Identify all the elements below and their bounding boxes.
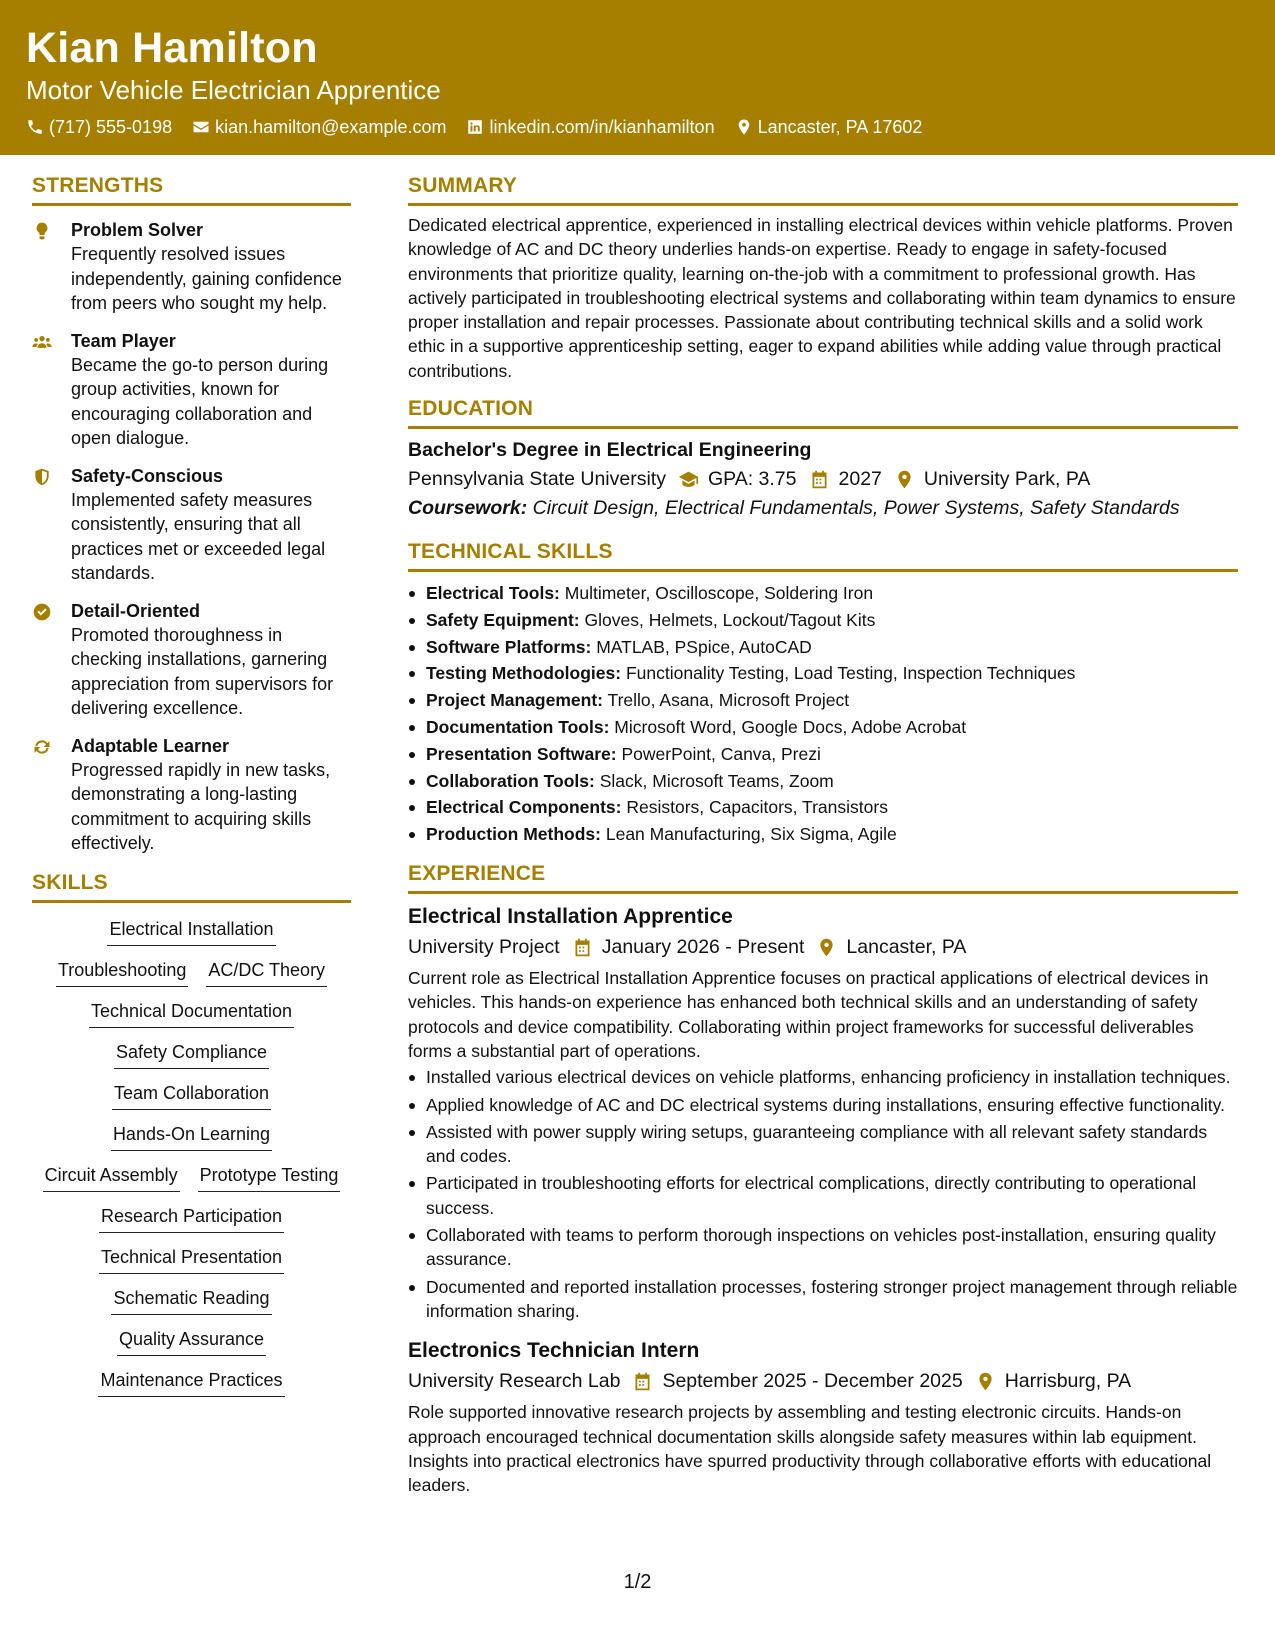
skill-tag: Schematic Reading bbox=[111, 1286, 271, 1315]
job-title: Electrical Installation Apprentice bbox=[408, 905, 733, 929]
job-dates: September 2025 - December 2025 bbox=[662, 1370, 963, 1393]
list-item bbox=[408, 768, 1238, 795]
strength-item bbox=[32, 329, 351, 451]
skill-value: MATLAB, PSpice, AutoCAD bbox=[596, 636, 812, 657]
strength-item bbox=[32, 599, 351, 721]
technical-skills-list bbox=[408, 580, 1238, 848]
list-item: Documented and reported installation processes, fostering stronger project management through reliable information sharing. bbox=[408, 1275, 1238, 1324]
skill-label: Testing Methodologies: bbox=[426, 663, 622, 684]
graduation-year: 2027 bbox=[838, 468, 882, 491]
job-entry bbox=[408, 1337, 1238, 1497]
right-column bbox=[408, 172, 1238, 1497]
skill-label: Collaboration Tools: bbox=[426, 770, 595, 791]
skill-tag: Maintenance Practices bbox=[98, 1368, 284, 1397]
list-item bbox=[408, 580, 1238, 607]
skill-tag: Technical Presentation bbox=[99, 1245, 284, 1274]
map-marker-icon bbox=[816, 937, 837, 958]
job-title: Electronics Technician Intern bbox=[408, 1339, 700, 1363]
strength-item bbox=[32, 464, 351, 586]
experience-heading: EXPERIENCE bbox=[408, 860, 1238, 894]
skill-tag: Research Participation bbox=[99, 1204, 284, 1233]
gpa: GPA: 3.75 bbox=[707, 468, 797, 491]
skill-label: Production Methods: bbox=[426, 824, 601, 845]
skill-label: Electrical Components: bbox=[426, 797, 622, 818]
resume-header bbox=[0, 0, 1275, 155]
list-item: Collaborated with teams to perform thorough inspections on vehicles post-installation, ensuring quality assurance. bbox=[408, 1223, 1238, 1272]
skill-tag: AC/DC Theory bbox=[206, 958, 327, 987]
education-heading: EDUCATION bbox=[408, 395, 1238, 429]
skill-label: Documentation Tools: bbox=[426, 717, 610, 738]
contact-location bbox=[735, 115, 923, 139]
location-text: Lancaster, PA 17602 bbox=[757, 117, 923, 137]
linkedin-icon bbox=[466, 118, 484, 136]
job-meta bbox=[408, 1366, 1238, 1396]
skill-tag: Team Collaboration bbox=[112, 1081, 271, 1110]
skill-tag: Safety Compliance bbox=[114, 1040, 269, 1069]
map-marker-icon bbox=[735, 118, 753, 136]
phone-icon bbox=[26, 118, 44, 136]
envelope-icon bbox=[192, 118, 210, 136]
calendar-icon bbox=[572, 937, 593, 958]
skill-value: Multimeter, Oscilloscope, Soldering Iron bbox=[564, 583, 874, 604]
skill-value: Slack, Microsoft Teams, Zoom bbox=[599, 770, 834, 791]
coursework-label: Coursework: bbox=[408, 497, 528, 520]
lightbulb-icon bbox=[32, 221, 52, 241]
strength-desc: Promoted thoroughness in checking installations, garnering appreciation from supervisors for delivering excellence. bbox=[71, 624, 334, 718]
skill-label: Safety Equipment: bbox=[426, 609, 580, 630]
coursework-line bbox=[408, 494, 1238, 522]
list-item bbox=[408, 607, 1238, 634]
list-item: Installed various electrical devices on vehicle platforms, enhancing proficiency in installation techniques. bbox=[408, 1065, 1238, 1089]
skill-value: Trello, Asana, Microsoft Project bbox=[607, 690, 850, 711]
job-location: Lancaster, PA bbox=[846, 936, 967, 959]
skill-tag: Prototype Testing bbox=[198, 1163, 341, 1192]
strength-item bbox=[32, 734, 351, 856]
strength-desc: Progressed rapidly in new tasks, demonstrating a long-lasting commitment to acquiring skills effectively. bbox=[71, 759, 331, 853]
skills-heading: SKILLS bbox=[32, 869, 351, 903]
skill-value: Gloves, Helmets, Lockout/Tagout Kits bbox=[584, 609, 876, 630]
contact-linkedin[interactable] bbox=[466, 115, 714, 139]
strength-title: Team Player bbox=[71, 330, 176, 351]
job-bullets bbox=[408, 1065, 1238, 1323]
list-item: Participated in troubleshooting efforts for electrical complications, directly contributing to operational success. bbox=[408, 1171, 1238, 1220]
phone-text: (717) 555-0198 bbox=[49, 117, 173, 137]
technical-skills-heading: TECHNICAL SKILLS bbox=[408, 538, 1238, 572]
job-description: Role supported innovative research projects by assembling and testing electronic circuits. Hands-on approach encouraged technical documentation skills alongside safety measures within lab equipment. Insights into practical electronics have spurred productivity through collaborative efforts with educational leaders. bbox=[408, 1402, 1212, 1496]
check-circle-icon bbox=[32, 602, 52, 622]
list-item: Applied knowledge of AC and DC electrical systems during installations, ensuring effective functionality. bbox=[408, 1093, 1238, 1117]
strength-desc: Became the go-to person during group activities, known for encouraging collaboration and open dialogue. bbox=[71, 354, 329, 448]
shield-icon bbox=[32, 467, 52, 487]
coursework-list: Circuit Design, Electrical Fundamentals, Power Systems, Safety Standards bbox=[532, 497, 1180, 520]
strength-title: Adaptable Learner bbox=[71, 735, 230, 756]
left-column bbox=[32, 172, 351, 1397]
skill-value: Resistors, Capacitors, Transistors bbox=[626, 797, 888, 818]
list-item bbox=[408, 741, 1238, 768]
strength-desc: Implemented safety measures consistently, ensuring that all practices met or exceeded legal standards. bbox=[71, 489, 326, 583]
skill-label: Software Platforms: bbox=[426, 636, 592, 657]
skill-value: Microsoft Word, Google Docs, Adobe Acrobat bbox=[614, 717, 967, 738]
strength-desc: Frequently resolved issues independently, gaining confidence from peers who sought my help. bbox=[71, 244, 342, 313]
list-item bbox=[408, 687, 1238, 714]
job-org: University Research Lab bbox=[408, 1370, 621, 1393]
list-item bbox=[408, 821, 1238, 848]
skill-tag: Quality Assurance bbox=[117, 1327, 266, 1356]
calendar-icon bbox=[809, 469, 830, 490]
graduation-cap-icon bbox=[678, 469, 699, 490]
map-marker-icon bbox=[894, 469, 915, 490]
list-item bbox=[408, 660, 1238, 687]
job-entry bbox=[408, 903, 1238, 1323]
skill-tag: Circuit Assembly bbox=[43, 1163, 180, 1192]
summary-heading: SUMMARY bbox=[408, 172, 1238, 206]
email-text: kian.hamilton@example.com bbox=[215, 117, 447, 137]
linkedin-text: linkedin.com/in/kianhamilton bbox=[489, 117, 715, 137]
candidate-name: Kian Hamilton bbox=[26, 24, 318, 72]
strengths-list bbox=[32, 218, 351, 856]
skill-value: Lean Manufacturing, Six Sigma, Agile bbox=[605, 824, 897, 845]
job-description: Current role as Electrical Installation Apprentice focuses on practical applications of electrical devices in vehicles. This hands-on experience has enhanced both technical skills and an understanding of safety protocols and device compatibility. Collaborating within project frameworks for successful deliverables forms a substantial part of operations. bbox=[408, 968, 1209, 1061]
strengths-heading: STRENGTHS bbox=[32, 172, 351, 206]
school-name: Pennsylvania State University bbox=[408, 468, 666, 491]
school-location: University Park, PA bbox=[923, 468, 1091, 491]
page-number: 1/2 bbox=[623, 1571, 652, 1593]
strength-title: Safety-Conscious bbox=[71, 465, 224, 486]
degree-title: Bachelor's Degree in Electrical Engineering bbox=[408, 439, 812, 462]
contact-bar bbox=[26, 115, 1249, 139]
list-item bbox=[408, 714, 1238, 741]
job-org: University Project bbox=[408, 936, 560, 959]
job-location: Harrisburg, PA bbox=[1004, 1370, 1132, 1393]
skill-value: Functionality Testing, Load Testing, Inspection Techniques bbox=[625, 663, 1076, 684]
list-item bbox=[408, 634, 1238, 661]
calendar-icon bbox=[632, 1371, 653, 1392]
skill-label: Project Management: bbox=[426, 690, 603, 711]
skills-list bbox=[32, 917, 351, 1397]
list-item bbox=[408, 794, 1238, 821]
skill-label: Electrical Tools: bbox=[426, 583, 560, 604]
contact-email[interactable] bbox=[192, 115, 446, 139]
education-meta bbox=[408, 464, 1238, 494]
candidate-title: Motor Vehicle Electrician Apprentice bbox=[26, 75, 441, 105]
contact-phone[interactable] bbox=[26, 115, 172, 139]
summary-text: Dedicated electrical apprentice, experienced in installing electrical devices within vehicle platforms. Proven knowledge of AC and DC theory underlies hands-on expertise. Ready to engage in safety-focused environments that prioritize quality, learning on-the-job with a commitment to professional growth. Has actively participated in troubleshooting electrical systems and collaborating within team dynamics to ensure proper installation and repair processes. Passionate about contributing technical skills and a solid work ethic in a supportive apprenticeship setting, eager to expand abilities while adding value through practical contributions. bbox=[408, 215, 1236, 381]
map-marker-icon bbox=[975, 1371, 996, 1392]
skill-value: PowerPoint, Canva, Prezi bbox=[621, 743, 821, 764]
skill-label: Presentation Software: bbox=[426, 743, 617, 764]
job-meta bbox=[408, 932, 1238, 962]
skill-tag: Electrical Installation bbox=[107, 917, 275, 946]
skill-tag: Hands-On Learning bbox=[111, 1122, 272, 1151]
skill-tag: Technical Documentation bbox=[89, 999, 294, 1028]
strength-item bbox=[32, 218, 351, 316]
job-dates: January 2026 - Present bbox=[601, 936, 805, 959]
list-item: Assisted with power supply wiring setups, guaranteeing compliance with all relevant safety standards and codes. bbox=[408, 1120, 1238, 1169]
skill-tag: Troubleshooting bbox=[56, 958, 188, 987]
strength-title: Detail-Oriented bbox=[71, 600, 201, 621]
strength-title: Problem Solver bbox=[71, 220, 204, 240]
sync-icon bbox=[32, 737, 52, 757]
users-icon bbox=[32, 332, 52, 352]
